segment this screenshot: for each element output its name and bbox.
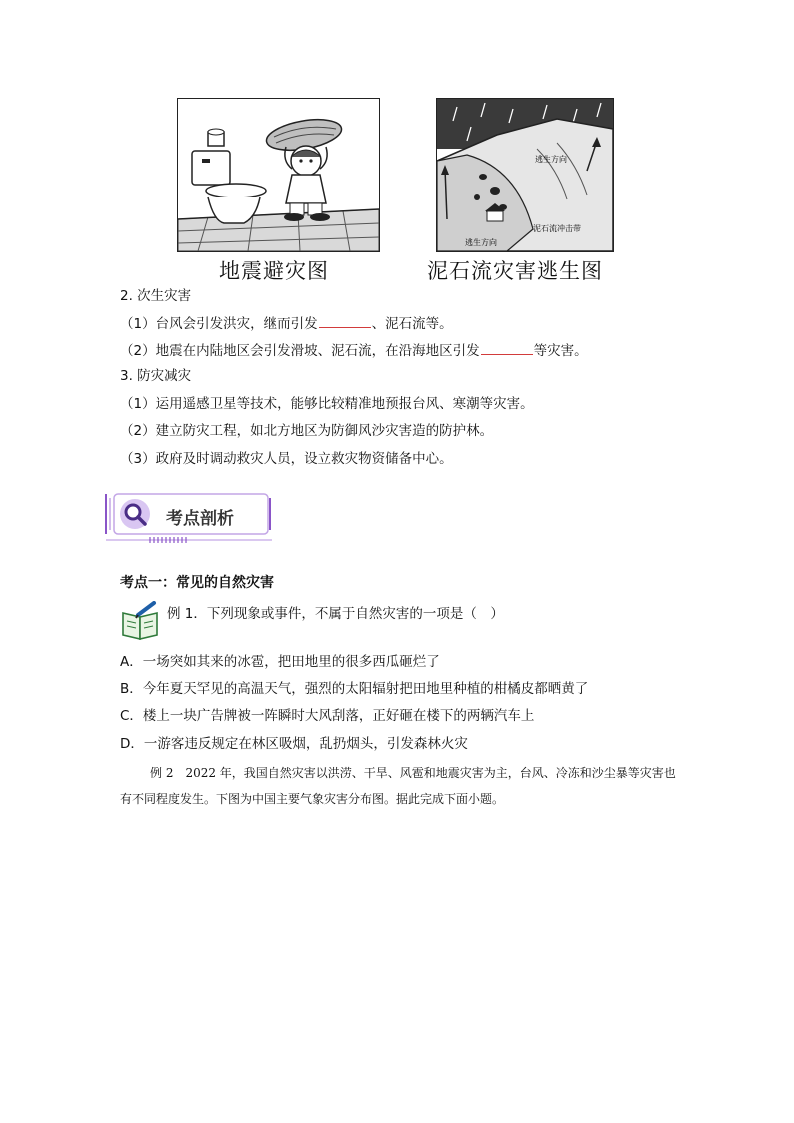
debris-flow-caption: 泥石流灾害逃生图 — [427, 259, 603, 283]
option-b: B．今年夏天罕见的高温天气，强烈的太阳辐射把田地里种植的柑橘皮都晒黄了 — [120, 681, 589, 697]
option-c: C．楼上一块广告牌被一阵瞬时大风刮落，正好砸在楼下的两辆汽车上 — [120, 708, 535, 724]
answer-blank — [481, 340, 533, 355]
example1-question: 例 1．下列现象或事件，不属于自然灾害的一项是（ ） — [167, 606, 504, 622]
debris-flow-drawing — [437, 99, 613, 251]
option-a: A．一场突如其来的冰雹，把田地里的很多西瓜砸烂了 — [120, 654, 440, 670]
magnifier-icon — [120, 499, 150, 529]
escape-label-up: 逃生方向 — [535, 155, 567, 164]
earthquake-caption: 地震避灾图 — [219, 259, 329, 283]
item2-text-pre: （2）地震在内陆地区会引发滑坡、泥石流，在沿海地区引发 — [120, 343, 480, 359]
earthquake-illustration — [177, 98, 380, 252]
section3-item: （2）建立防灾工程，如北方地区为防御风沙灾害造的防护林。 — [120, 423, 494, 439]
topic-title: 考点一：常见的自然灾害 — [120, 575, 274, 591]
book-pen-icon — [120, 601, 164, 641]
item1-text-pre: （1）台风会引发洪灾，继而引发 — [120, 316, 318, 332]
section3-item: （1）运用遥感卫星等技术，能够比较精准地预报台风、寒潮等灾害。 — [120, 396, 534, 412]
option-d: D．一游客违反规定在林区吸烟，乱扔烟头，引发森林火灾 — [120, 736, 468, 752]
analysis-banner — [104, 490, 274, 544]
section3-item: （3）政府及时调动救灾人员，设立救灾物资储备中心。 — [120, 451, 453, 467]
section2-heading: 2. 次生灾害 — [120, 288, 192, 304]
banner-label: 考点剖析 — [166, 509, 234, 529]
example2-paragraph: 例 2 2022 年，我国自然灾害以洪涝、干旱、风雹和地震灾害为主，台风、冷冻和沙尘暴等灾害也有不同程度发生。下图为中国主要气象灾害分布图。据此完成下面小题。 — [120, 766, 676, 806]
impact-zone-label: 泥石流冲击带 — [533, 224, 581, 233]
section2-item1 — [120, 313, 453, 333]
answer-blank — [319, 313, 371, 328]
section2-item2 — [120, 340, 588, 360]
item1-text-post: 、泥石流等。 — [371, 316, 453, 332]
earthquake-drawing — [178, 99, 379, 251]
debris-flow-illustration — [436, 98, 614, 252]
section3-heading: 3. 防灾减灾 — [120, 368, 192, 384]
escape-label-down: 逃生方向 — [465, 238, 497, 247]
item2-text-post: 等灾害。 — [533, 343, 588, 359]
